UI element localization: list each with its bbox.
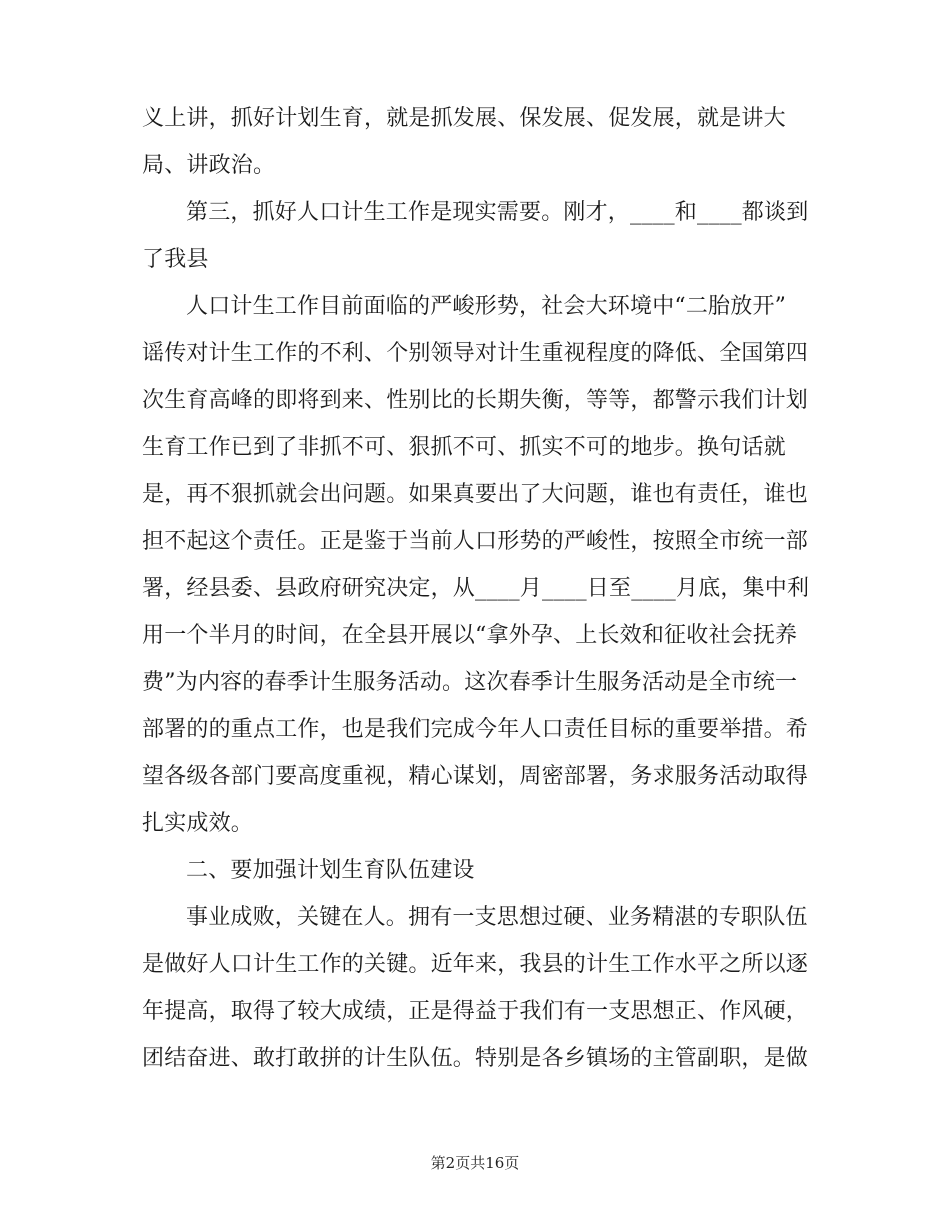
section-heading: 二、要加强计划生育队伍建设: [186, 858, 475, 883]
text-line: 团结奋进、敢打敢拼的计生队伍。特别是各乡镇场的主管副职，是做: [142, 1046, 809, 1071]
text-line: 人口计生工作目前面临的严峻形势，社会大环境中“二胎放开”: [186, 294, 787, 319]
text-line: 费”为内容的春季计生服务活动。这次春季计生服务活动是全市统一: [142, 670, 798, 695]
text-line: 谣传对计生工作的不利、个别领导对计生重视程度的降低、全国第四: [142, 341, 809, 366]
text-line: 次生育高峰的即将到来、性别比的长期失衡，等等，都警示我们计划: [142, 388, 809, 413]
text-line: 第三，抓好人口计生工作是现实需要。刚才，____和____都谈到: [186, 200, 809, 225]
text-line: 年提高，取得了较大成绩，正是得益于我们有一支思想正、作风硬，: [142, 999, 809, 1024]
text-line: 生育工作已到了非抓不可、狠抓不可、抓实不可的地步。换句话就: [142, 435, 786, 460]
text-line: 义上讲，抓好计划生育，就是抓发展、保发展、促发展，就是讲大: [142, 106, 786, 131]
text-line: 是，再不狠抓就会出问题。如果真要出了大问题，谁也有责任，谁也: [142, 482, 809, 507]
text-line: 署，经县委、县政府研究决定，从____月____日至____月底，集中利: [142, 576, 810, 601]
text-line: 事业成败，关键在人。拥有一支思想过硬、业务精湛的专职队伍: [186, 905, 808, 930]
text-line: 是做好人口计生工作的关键。近年来，我县的计生工作水平之所以逐: [142, 952, 809, 977]
text-line: 用一个半月的时间，在全县开展以“拿外孕、上长效和征收社会抚养: [142, 623, 798, 648]
text-line: 局、讲政治。: [142, 153, 276, 178]
text-line: 了我县: [142, 247, 209, 272]
text-line: 扎实成效。: [142, 811, 254, 836]
text-line: 部署的的重点工作，也是我们完成今年人口责任目标的重要举措。希: [142, 717, 809, 742]
page-number-footer: 第2页共16页: [430, 1154, 520, 1172]
text-line: 担不起这个责任。正是鉴于当前人口形势的严峻性，按照全市统一部: [142, 529, 809, 554]
text-line: 望各级各部门要高度重视，精心谋划，周密部署，务求服务活动取得: [142, 764, 809, 789]
document-body: [142, 95, 810, 1082]
